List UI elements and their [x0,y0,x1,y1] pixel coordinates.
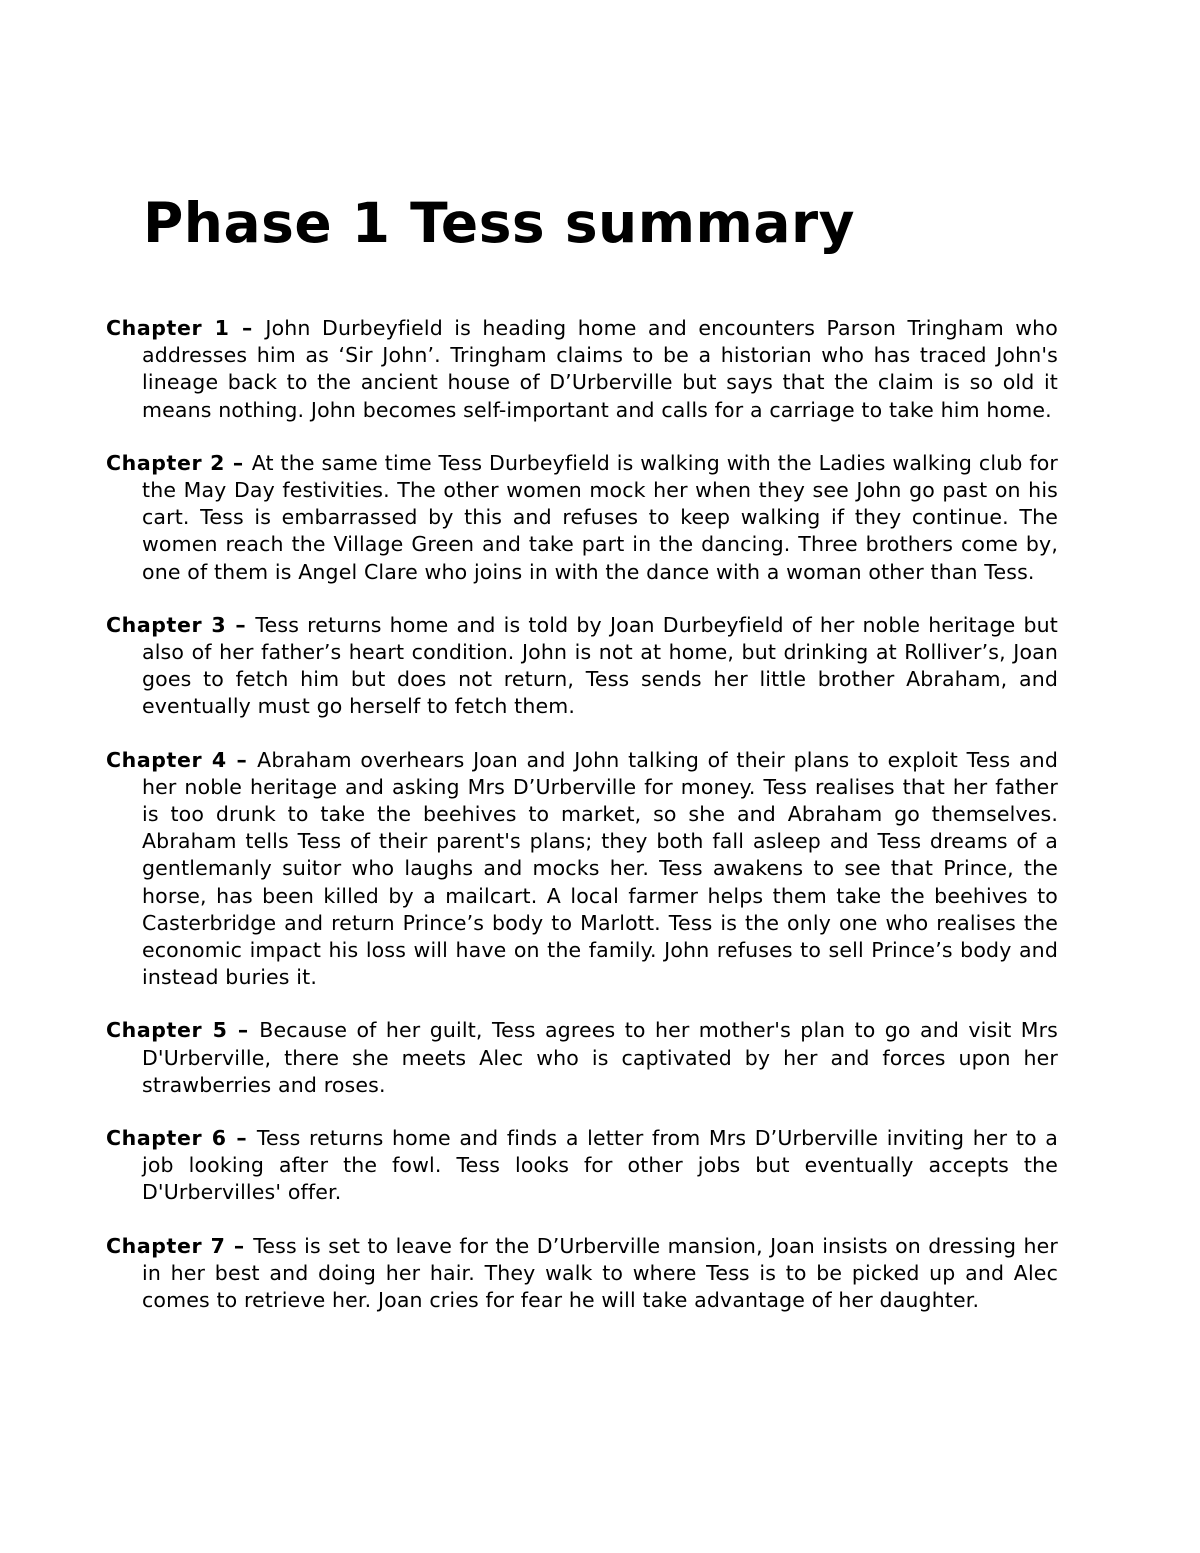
chapter-label: Chapter 1 – [106,316,266,340]
chapter-text: John Durbeyfield is heading home and encounters Parson Tringham who addresses him as ‘Sir John’. Tringham claims to be a historian who has traced John's lineage back to the ancient house of D’Urberville but says that the claim is so old it means nothing. John becomes self-important and calls for a carriage to take him home. [142,316,1059,422]
chapter-summary-1 [106,315,1058,424]
chapter-summary-5 [106,1017,1058,1099]
chapter-text: Because of her guilt, Tess agrees to her mother's plan to go and visit Mrs D'Urberville, there she meets Alec who is captivated by her and forces upon her strawberries and roses. [142,1018,1059,1097]
chapter-text: Abraham overhears Joan and John talking of their plans to exploit Tess and her noble heritage and asking Mrs D’Urberville for money. Tess realises that her father is too drunk to take the beehives to market, so she and Abraham go themselves. Abraham tells Tess of their parent's plans; they both fall asleep and Tess dreams of a gentlemanly suitor who laughs and mocks her. Tess awakens to see that Prince, the horse, has been killed by a mailcart. A local farmer helps them take the beehives to Casterbridge and return Prince’s body to Marlott. Tess is the only one who realises the economic impact his loss will have on the family. John refuses to sell Prince’s body and instead buries it. [142,747,1058,990]
chapter-summary-2 [106,450,1058,586]
chapter-label: Chapter 7 – [106,1233,254,1258]
chapter-label: Chapter 6 – [106,1126,257,1151]
chapter-summary-4 [106,747,1058,992]
chapter-text: Tess returns home and is told by Joan Durbeyfield of her noble heritage but also of her father’s heart condition. John is not at home, but drinking at Rolliver’s, Joan goes to fetch him but does not return, Tess sends her little brother Abraham, and eventually must go herself to fetch them. [142,612,1058,719]
chapter-text: Tess returns home and finds a letter from Mrs D’Urberville inviting her to a job looking after the fowl. Tess looks for other jobs but eventually accepts the D'Urbervilles' offer. [142,1126,1059,1205]
page-title: Phase 1 Tess summary [143,191,855,255]
chapter-label: Chapter 5 – [106,1018,260,1043]
chapter-summary-6 [106,1125,1058,1207]
chapter-text: At the same time Tess Durbeyfield is walking with the Ladies walking club for the May Day festivities. The other women mock her when they see John go past on his cart. Tess is embarrassed by this and refuses to keep walking if they continue. The women reach the Village Green and take part in the dancing. Three brothers come by, one of them is Angel Clare who joins in with the dance with a woman other than Tess. [142,450,1059,584]
chapter-text: Tess is set to leave for the D’Urberville mansion, Joan insists on dressing her in her best and doing her hair. They walk to where Tess is to be picked up and Alec comes to retrieve her. Joan cries for fear he will take advantage of her daughter. [142,1233,1059,1313]
chapter-label: Chapter 4 – [106,747,258,772]
chapter-summary-7 [106,1233,1058,1315]
chapter-label: Chapter 3 – [106,612,256,637]
chapter-list [106,315,1058,1340]
chapter-label: Chapter 2 – [106,450,252,475]
chapter-summary-3 [106,612,1058,721]
